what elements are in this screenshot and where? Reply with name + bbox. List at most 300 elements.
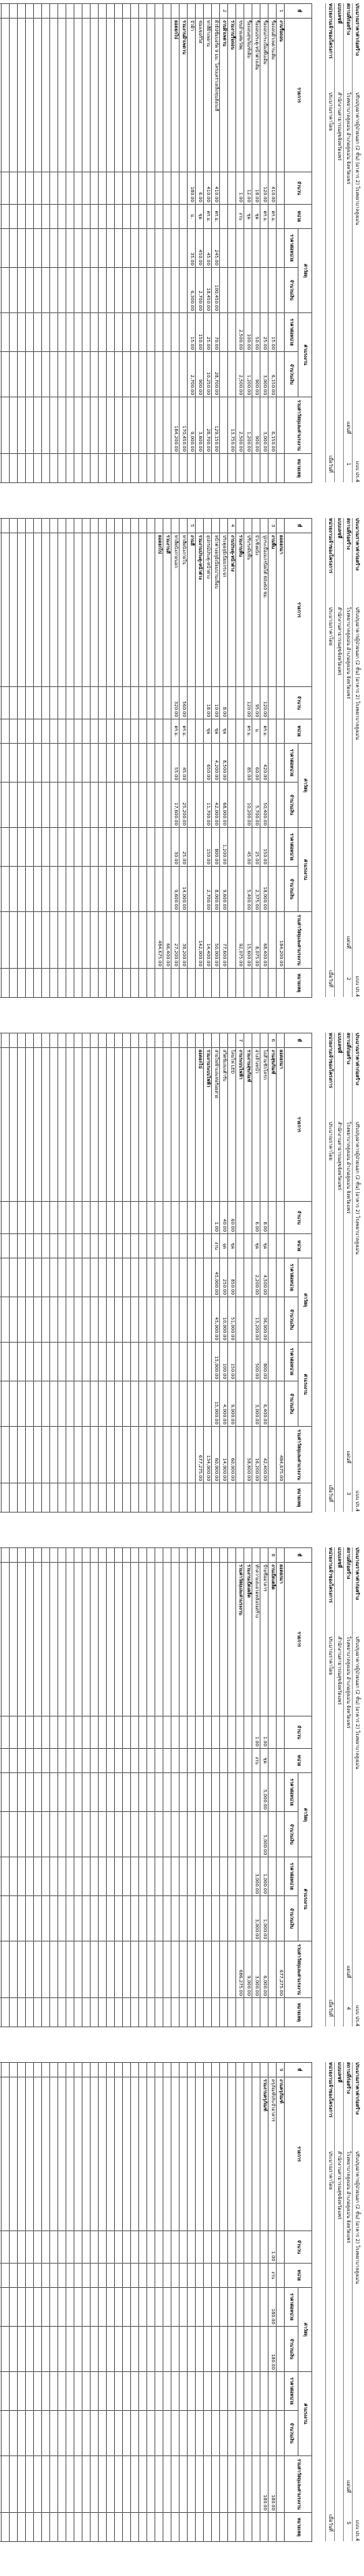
empty-cell bbox=[42, 912, 50, 969]
empty-cell bbox=[91, 969, 99, 998]
col-item: ที่ bbox=[285, 4, 312, 19]
cell-qty: 60.00 bbox=[228, 1202, 236, 1234]
empty-cell bbox=[83, 1563, 91, 1717]
empty-cell bbox=[74, 1297, 83, 1343]
empty-cell bbox=[123, 1857, 131, 1896]
empty-cell bbox=[131, 1896, 139, 1942]
cell-qty: 18.00 bbox=[252, 172, 260, 205]
empty-cell bbox=[212, 1942, 220, 1998]
empty-cell bbox=[180, 1381, 188, 1427]
empty-cell bbox=[2, 4, 10, 19]
empty-cell bbox=[83, 2411, 91, 2456]
cell-desc: งานฝ้าเพดาน bbox=[220, 19, 228, 172]
empty-row bbox=[123, 2063, 131, 2542]
cell-ma bbox=[236, 268, 244, 313]
empty-cell bbox=[180, 1717, 188, 1749]
empty-cell bbox=[147, 1942, 155, 1998]
empty-row bbox=[131, 519, 139, 998]
cell-desc: อ่างล้างหน้า bbox=[252, 1048, 260, 1202]
cell-qty bbox=[180, 172, 188, 205]
empty-cell bbox=[99, 687, 107, 719]
col-description: รายการ bbox=[285, 1048, 312, 1202]
empty-cell bbox=[42, 783, 50, 828]
col-total: รวมค่าวัสดุและค่าแรงงาน bbox=[285, 1942, 312, 1998]
empty-cell bbox=[50, 2411, 58, 2456]
empty-cell bbox=[26, 744, 34, 783]
empty-cell bbox=[10, 719, 18, 744]
empty-cell bbox=[163, 1343, 171, 1381]
empty-cell bbox=[131, 2327, 139, 2372]
cell-no bbox=[244, 1548, 252, 1563]
form-number: แบบ ปร.4 bbox=[354, 460, 361, 482]
empty-cell bbox=[0, 1202, 2, 1234]
empty-cell bbox=[147, 969, 155, 998]
empty-cell bbox=[163, 1258, 171, 1297]
cell-lp bbox=[269, 2372, 277, 2411]
empty-cell bbox=[18, 2264, 26, 2288]
date-label: เมื่อวันที่ bbox=[328, 1484, 334, 1503]
empty-cell bbox=[50, 719, 58, 744]
empty-cell bbox=[58, 1998, 66, 2027]
cell-ma bbox=[180, 268, 188, 313]
table-row bbox=[228, 519, 236, 998]
table-row bbox=[260, 2063, 269, 2542]
empty-cell bbox=[18, 828, 26, 867]
empty-cell bbox=[74, 268, 83, 313]
cell-unit bbox=[163, 719, 171, 744]
empty-row bbox=[0, 2063, 2, 2542]
empty-cell bbox=[58, 533, 66, 687]
empty-cell bbox=[18, 1749, 26, 1773]
empty-row bbox=[26, 2063, 34, 2542]
col-item: ที่ bbox=[285, 1548, 312, 1563]
empty-cell bbox=[163, 397, 171, 454]
cell-lp bbox=[277, 313, 285, 352]
col-labour-amount: จำนวนเงิน bbox=[285, 1381, 298, 1427]
cell-mp bbox=[277, 1258, 285, 1297]
empty-cell bbox=[196, 1896, 204, 1942]
empty-cell bbox=[188, 1548, 196, 1563]
cell-note bbox=[244, 969, 252, 998]
empty-cell bbox=[91, 744, 99, 783]
cell-note bbox=[260, 1998, 269, 2027]
empty-cell bbox=[74, 1033, 83, 1048]
empty-cell bbox=[18, 1483, 26, 1513]
header-row bbox=[334, 518, 343, 997]
empty-cell bbox=[139, 2372, 147, 2411]
cell-desc: งานรื้อถอน bbox=[277, 19, 285, 172]
cell-lp bbox=[277, 2372, 285, 2411]
empty-cell bbox=[26, 719, 34, 744]
cell-lp bbox=[228, 313, 236, 352]
empty-cell bbox=[107, 1749, 115, 1773]
cell-unit bbox=[228, 719, 236, 744]
empty-cell bbox=[50, 454, 58, 483]
cell-mp: 8,500.00 bbox=[220, 744, 228, 783]
empty-cell bbox=[115, 1812, 123, 1857]
cell-lp: 30.00 bbox=[171, 828, 180, 867]
empty-cell bbox=[107, 1483, 115, 1513]
empty-row bbox=[42, 2063, 50, 2542]
empty-cell bbox=[74, 1942, 83, 1998]
empty-row bbox=[188, 1033, 196, 1513]
cell-ma bbox=[188, 783, 196, 828]
cell-unit: ตร.ม. bbox=[180, 719, 188, 744]
empty-cell bbox=[66, 867, 74, 912]
empty-cell bbox=[163, 1998, 171, 2027]
cell-desc: งานครุภัณฑ์ bbox=[277, 2077, 285, 2231]
empty-cell bbox=[42, 2327, 50, 2372]
cell-no bbox=[204, 519, 212, 533]
empty-cell bbox=[2, 454, 10, 483]
empty-row bbox=[34, 2063, 42, 2542]
empty-cell bbox=[131, 744, 139, 783]
cell-unit: ตร.ม. bbox=[269, 205, 277, 229]
empty-cell bbox=[66, 454, 74, 483]
empty-cell bbox=[91, 2372, 99, 2411]
cell-unit: ชุด bbox=[252, 1234, 260, 1258]
empty-cell bbox=[74, 1563, 83, 1717]
empty-cell bbox=[180, 2231, 188, 2264]
empty-cell bbox=[228, 2077, 236, 2231]
empty-cell bbox=[139, 1202, 147, 1234]
empty-cell bbox=[66, 2077, 74, 2231]
empty-cell bbox=[147, 828, 155, 867]
empty-row bbox=[147, 2063, 155, 2542]
empty-cell bbox=[0, 229, 2, 268]
empty-cell bbox=[107, 1563, 115, 1717]
empty-cell bbox=[66, 2288, 74, 2327]
empty-cell bbox=[26, 2264, 34, 2288]
empty-cell bbox=[107, 229, 115, 268]
cell-no bbox=[236, 4, 244, 19]
cell-mp: 245.00 bbox=[212, 229, 220, 268]
cell-mp bbox=[269, 229, 277, 268]
col-material-unitprice: ราคาต่อหน่วย bbox=[285, 1258, 298, 1297]
empty-row bbox=[58, 4, 66, 483]
empty-cell bbox=[139, 1033, 147, 1048]
cell-mp: 420.00 bbox=[260, 744, 269, 783]
empty-cell bbox=[50, 1258, 58, 1297]
cell-note bbox=[236, 969, 244, 998]
cell-desc: บัวเชิงผนัง bbox=[252, 533, 260, 687]
empty-row bbox=[42, 4, 50, 483]
empty-cell bbox=[147, 1998, 155, 2027]
empty-cell bbox=[50, 1033, 58, 1048]
cell-unit: ชุด bbox=[228, 1234, 236, 1258]
empty-cell bbox=[123, 1483, 131, 1513]
empty-cell bbox=[10, 1048, 18, 1202]
col-note: หมายเหตุ bbox=[285, 454, 312, 483]
empty-cell bbox=[58, 2288, 66, 2327]
cell-lp bbox=[277, 1343, 285, 1381]
empty-cell bbox=[188, 1942, 196, 1998]
empty-cell bbox=[171, 1896, 180, 1942]
empty-cell bbox=[139, 1812, 147, 1857]
empty-cell bbox=[0, 1234, 2, 1258]
cell-note bbox=[212, 454, 220, 483]
empty-cell bbox=[42, 2063, 50, 2077]
col-labour: ค่าแรงงาน bbox=[298, 1343, 312, 1427]
date-label: เมื่อวันที่ bbox=[328, 455, 334, 473]
empty-row bbox=[26, 519, 34, 998]
empty-cell bbox=[26, 1857, 34, 1896]
empty-cell bbox=[99, 2327, 107, 2372]
empty-cell bbox=[0, 969, 2, 998]
empty-cell bbox=[252, 2513, 260, 2542]
empty-cell bbox=[228, 2264, 236, 2288]
empty-cell bbox=[131, 687, 139, 719]
table-row bbox=[236, 519, 244, 998]
cell-ma bbox=[252, 268, 260, 313]
empty-row bbox=[2, 2063, 10, 2542]
table-row bbox=[269, 1548, 277, 2027]
col-quantity: จำนวน bbox=[285, 1717, 312, 1749]
rotated-sheet bbox=[8, 1029, 364, 1515]
empty-cell bbox=[74, 519, 83, 533]
empty-cell bbox=[34, 1483, 42, 1513]
empty-cell bbox=[204, 1857, 212, 1896]
col-total: รวมค่าวัสดุและค่าแรงงาน bbox=[285, 1427, 312, 1483]
empty-cell bbox=[188, 2456, 196, 2513]
cell-ma bbox=[269, 1297, 277, 1343]
empty-cell bbox=[123, 1749, 131, 1773]
empty-cell bbox=[188, 1998, 196, 2027]
empty-cell bbox=[2, 2411, 10, 2456]
empty-cell bbox=[18, 1381, 26, 1427]
empty-cell bbox=[0, 205, 2, 229]
empty-cell bbox=[0, 744, 2, 783]
empty-cell bbox=[10, 1717, 18, 1749]
empty-cell bbox=[18, 912, 26, 969]
empty-cell bbox=[131, 2372, 139, 2411]
empty-cell bbox=[66, 1548, 74, 1563]
cell-no bbox=[180, 519, 188, 533]
empty-cell bbox=[0, 268, 2, 313]
empty-cell bbox=[115, 229, 123, 268]
empty-cell bbox=[74, 2264, 83, 2288]
empty-row bbox=[99, 1548, 107, 2027]
table-row bbox=[244, 1548, 252, 2027]
empty-cell bbox=[171, 1717, 180, 1749]
empty-cell bbox=[212, 1857, 220, 1896]
col-material-amount: จำนวนเงิน bbox=[285, 268, 298, 313]
empty-cell bbox=[66, 313, 74, 352]
empty-cell bbox=[2, 1998, 10, 2027]
cell-desc: รวมงานฝ้าเพดาน bbox=[180, 19, 188, 172]
project-title: ปรับปรุงอาคารผู้ป่วยนอก (2 ชั้น) (อาคาร 2) โรงพยาบาลสูงเม่น bbox=[354, 2151, 361, 2284]
empty-cell bbox=[66, 1033, 74, 1048]
empty-cell bbox=[188, 1812, 196, 1857]
header-row bbox=[325, 3, 334, 482]
empty-row bbox=[26, 1548, 34, 2027]
empty-cell bbox=[163, 229, 171, 268]
empty-cell bbox=[34, 687, 42, 719]
empty-cell bbox=[252, 2288, 260, 2327]
empty-cell bbox=[115, 828, 123, 867]
cell-lp bbox=[236, 828, 244, 867]
empty-cell bbox=[58, 454, 66, 483]
empty-cell bbox=[123, 19, 131, 172]
empty-cell bbox=[180, 2063, 188, 2077]
form-number: แบบ ปร.4 bbox=[354, 975, 361, 997]
empty-cell bbox=[147, 454, 155, 483]
empty-cell bbox=[131, 1297, 139, 1343]
cell-note bbox=[228, 969, 236, 998]
cell-note bbox=[188, 454, 196, 483]
empty-cell bbox=[107, 172, 115, 205]
empty-row bbox=[220, 1548, 228, 2027]
empty-cell bbox=[99, 519, 107, 533]
table-row bbox=[244, 519, 252, 998]
empty-cell bbox=[58, 1548, 66, 1563]
empty-row bbox=[139, 4, 147, 483]
empty-cell bbox=[83, 519, 91, 533]
empty-cell bbox=[123, 783, 131, 828]
empty-cell bbox=[2, 969, 10, 998]
cell-mp bbox=[228, 229, 236, 268]
empty-cell bbox=[42, 1483, 50, 1513]
empty-cell bbox=[10, 454, 18, 483]
empty-cell bbox=[163, 2231, 171, 2264]
empty-cell bbox=[115, 912, 123, 969]
empty-cell bbox=[42, 1717, 50, 1749]
empty-cell bbox=[155, 2327, 163, 2372]
empty-cell bbox=[18, 1258, 26, 1297]
empty-cell bbox=[131, 1812, 139, 1857]
cell-ma bbox=[269, 783, 277, 828]
form-header bbox=[325, 518, 361, 997]
empty-cell bbox=[220, 2288, 228, 2327]
empty-cell bbox=[123, 1202, 131, 1234]
empty-cell bbox=[0, 2372, 2, 2411]
empty-cell bbox=[66, 1717, 74, 1749]
empty-cell bbox=[155, 1548, 163, 1563]
empty-cell bbox=[123, 1381, 131, 1427]
cell-la bbox=[228, 352, 236, 397]
empty-cell bbox=[99, 397, 107, 454]
empty-cell bbox=[163, 2372, 171, 2411]
empty-cell bbox=[18, 229, 26, 268]
empty-cell bbox=[228, 2456, 236, 2513]
cell-desc: รวมงานครุภัณฑ์ bbox=[260, 2077, 269, 2231]
cell-la bbox=[244, 1381, 252, 1427]
empty-cell bbox=[58, 2372, 66, 2411]
empty-cell bbox=[0, 1548, 2, 1563]
empty-cell bbox=[66, 533, 74, 687]
empty-cell bbox=[0, 1896, 2, 1942]
cell-qty bbox=[236, 1202, 244, 1234]
empty-cell bbox=[0, 1942, 2, 1998]
table-row bbox=[204, 4, 212, 483]
empty-cell bbox=[171, 2513, 180, 2542]
cell-tot: 677,275.00 bbox=[277, 1942, 285, 1998]
empty-row bbox=[196, 2063, 204, 2542]
empty-row bbox=[34, 1548, 42, 2027]
cell-qty: 410.00 bbox=[212, 172, 220, 205]
empty-cell bbox=[236, 2077, 244, 2231]
empty-cell bbox=[115, 1048, 123, 1202]
empty-cell bbox=[10, 1548, 18, 1563]
empty-cell bbox=[188, 1343, 196, 1381]
empty-cell bbox=[0, 1773, 2, 1812]
cell-no bbox=[196, 519, 204, 533]
empty-cell bbox=[74, 2231, 83, 2264]
empty-cell bbox=[107, 397, 115, 454]
empty-cell bbox=[83, 454, 91, 483]
empty-cell bbox=[58, 2411, 66, 2456]
empty-cell bbox=[188, 2372, 196, 2411]
empty-cell bbox=[26, 2411, 34, 2456]
empty-cell bbox=[123, 912, 131, 969]
cell-tot bbox=[277, 2456, 285, 2513]
empty-cell bbox=[123, 1717, 131, 1749]
empty-cell bbox=[99, 454, 107, 483]
empty-cell bbox=[123, 519, 131, 533]
cell-lp bbox=[163, 828, 171, 867]
empty-cell bbox=[131, 1749, 139, 1773]
empty-cell bbox=[42, 2231, 50, 2264]
cell-no bbox=[212, 1033, 220, 1048]
empty-cell bbox=[34, 2372, 42, 2411]
cell-note bbox=[260, 454, 269, 483]
empty-cell bbox=[74, 687, 83, 719]
cell-desc: ครุภัณฑ์ประจำอาคาร bbox=[269, 2077, 277, 2231]
empty-cell bbox=[10, 783, 18, 828]
cell-la: 5,400.00 bbox=[244, 867, 252, 912]
empty-cell bbox=[66, 352, 74, 397]
empty-cell bbox=[107, 2288, 115, 2327]
empty-cell bbox=[139, 1381, 147, 1427]
empty-cell bbox=[26, 1297, 34, 1343]
cell-qty: 95.00 bbox=[252, 687, 260, 719]
empty-cell bbox=[83, 268, 91, 313]
cell-no bbox=[260, 4, 269, 19]
cell-qty: 1.00 bbox=[212, 1202, 220, 1234]
empty-cell bbox=[139, 828, 147, 867]
empty-cell bbox=[42, 969, 50, 998]
empty-cell bbox=[139, 229, 147, 268]
cell-la bbox=[277, 352, 285, 397]
cell-mp bbox=[277, 2288, 285, 2327]
cell-lp: 150.00 bbox=[196, 313, 204, 352]
empty-cell bbox=[10, 229, 18, 268]
empty-cell bbox=[139, 1749, 147, 1773]
cell-la: 9,000.00 bbox=[228, 1381, 236, 1427]
empty-cell bbox=[180, 1548, 188, 1563]
empty-cell bbox=[0, 687, 2, 719]
empty-cell bbox=[34, 1297, 42, 1343]
form-header bbox=[325, 3, 361, 482]
header-row bbox=[352, 3, 361, 482]
empty-cell bbox=[228, 1548, 236, 1563]
empty-cell bbox=[58, 1942, 66, 1998]
empty-cell bbox=[99, 1857, 107, 1896]
empty-cell bbox=[0, 313, 2, 352]
col-description: รายการ bbox=[285, 1563, 312, 1717]
cell-mp: 45.00 bbox=[180, 744, 188, 783]
empty-cell bbox=[66, 2411, 74, 2456]
empty-cell bbox=[18, 783, 26, 828]
cell-mp: 4,200.00 bbox=[212, 744, 220, 783]
empty-cell bbox=[147, 2411, 155, 2456]
cell-desc: ประตูอลูมิเนียมกระจก bbox=[220, 533, 228, 687]
empty-row bbox=[2, 1033, 10, 1513]
cell-mp: 85.00 bbox=[244, 744, 252, 783]
empty-cell bbox=[26, 229, 34, 268]
empty-cell bbox=[99, 533, 107, 687]
empty-row bbox=[147, 1033, 155, 1513]
